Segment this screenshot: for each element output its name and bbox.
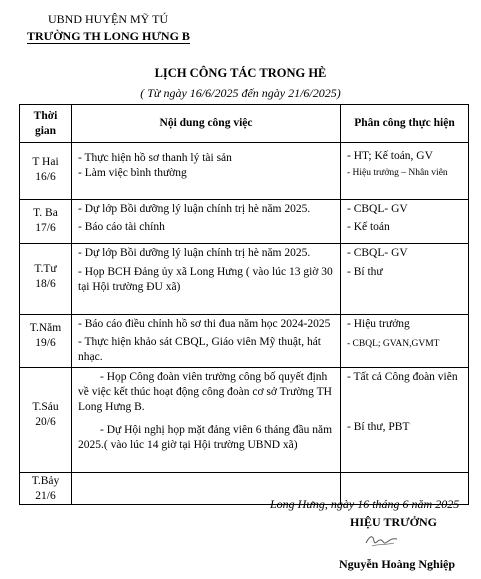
- assign-item: - Hiệu trưởng: [347, 318, 410, 330]
- day-cell: [20, 473, 72, 505]
- assign-cell: [341, 244, 469, 315]
- table-row: [20, 200, 469, 244]
- assign-item: - CBQL- GV: [347, 247, 408, 259]
- day-name: T.Tư: [34, 263, 57, 275]
- day-cell: [20, 143, 72, 200]
- assign-item: - CBQL- GV: [347, 203, 408, 215]
- school-name-text: TRƯỜNG TH LONG HƯNG B: [27, 29, 190, 43]
- day-cell: [20, 200, 72, 244]
- assign-cell: [341, 143, 469, 200]
- assign-item: - HT; Kế toán, GV: [347, 150, 433, 162]
- table-row: [20, 368, 469, 473]
- header-time-line2: gian: [34, 124, 57, 137]
- table-header-row: [20, 105, 469, 143]
- assign-item: - Bí thư: [347, 266, 383, 278]
- schedule-table: [19, 104, 469, 505]
- assign-item: - Kế toán: [347, 221, 390, 233]
- header-content: Nội dung công việc: [72, 105, 341, 143]
- day-date: 17/6: [35, 222, 56, 234]
- day-date: 16/6: [35, 171, 56, 183]
- date-range: ( Từ ngày 16/6/2025 đến ngày 21/6/2025): [140, 86, 341, 100]
- day-date: 21/6: [35, 490, 56, 502]
- assign-item: - Hiệu trưởng – Nhân viên: [347, 168, 448, 178]
- task-item: - Thực hiện hồ sơ thanh lý tài sản: [78, 152, 232, 164]
- day-name: T.Sáu: [32, 401, 59, 413]
- task-cell: [72, 244, 341, 315]
- day-name: T.Năm: [29, 322, 62, 334]
- day-cell: [20, 315, 72, 368]
- day-name: T. Ba: [33, 207, 58, 219]
- day-cell: [20, 244, 72, 315]
- place-and-date: Long Hưng, ngày 16 tháng 6 năm 2025: [270, 497, 460, 511]
- day-cell: [20, 368, 72, 473]
- table-row: [20, 143, 469, 200]
- day-date: 18/6: [35, 278, 56, 290]
- assign-item: - CBQL; GVAN,GVMT: [347, 339, 440, 349]
- day-name: T Hai: [32, 156, 59, 168]
- signer-name: Nguyễn Hoàng Nghiệp: [339, 557, 456, 571]
- assign-item: - Bí thư, PBT: [347, 421, 410, 433]
- task-item: - Dự lớp Bồi dưỡng lý luận chính trị hè năm 2025.: [78, 247, 311, 259]
- task-item: - Thực hiện khảo sát CBQL, Giáo viên Mỹ thuật, hát nhạc.: [78, 336, 322, 363]
- header-time: [20, 105, 72, 143]
- table-row: [20, 244, 469, 315]
- day-date: 19/6: [35, 337, 56, 349]
- task-cell: [72, 143, 341, 200]
- table-row: [20, 315, 469, 368]
- task-item: - Họp Công đoàn viên trường công bố quyết định về việc kết thúc hoạt động công đoàn cơ sở Trường TH Long Hưng B.: [78, 371, 332, 413]
- task-item: - Dự lớp Bồi dưỡng lý luận chính trị hè năm 2025.: [78, 203, 311, 215]
- day-name: T.Bảy: [31, 475, 60, 487]
- assign-item: - Tất cả Công đoàn viên: [347, 371, 458, 383]
- document-title: LỊCH CÔNG TÁC TRONG HÈ: [154, 66, 327, 80]
- task-item: - Dự Hội nghị họp mặt đảng viên 6 tháng đầu năm 2025.( vào lúc 14 giờ tại Hội trường UBND xã): [78, 424, 333, 451]
- task-item: - Báo cáo tài chính: [78, 221, 165, 233]
- task-item: - Làm việc bình thường: [78, 167, 187, 179]
- organization-name: UBND HUYỆN MỸ TÚ: [48, 12, 169, 26]
- header-time-line1: Thời: [33, 109, 58, 122]
- task-cell: [72, 315, 341, 368]
- task-item: - Báo cáo điều chỉnh hồ sơ thi đua năm học 2024-2025: [78, 318, 331, 330]
- assign-cell: [341, 200, 469, 244]
- day-date: 20/6: [35, 416, 56, 428]
- task-cell: [72, 368, 341, 473]
- assign-cell: [341, 368, 469, 473]
- header-assignment: Phân công thực hiện: [341, 105, 469, 143]
- assign-cell: [341, 315, 469, 368]
- task-item: - Họp BCH Đảng ủy xã Long Hưng ( vào lúc 13 giờ 30 tại Hội trường ĐU xã): [78, 266, 333, 293]
- task-cell: [72, 200, 341, 244]
- school-name: [27, 29, 190, 44]
- signature-graphic: [364, 531, 400, 551]
- handwritten-signature: [364, 531, 400, 556]
- signatory-title: HIỆU TRƯỞNG: [350, 515, 438, 529]
